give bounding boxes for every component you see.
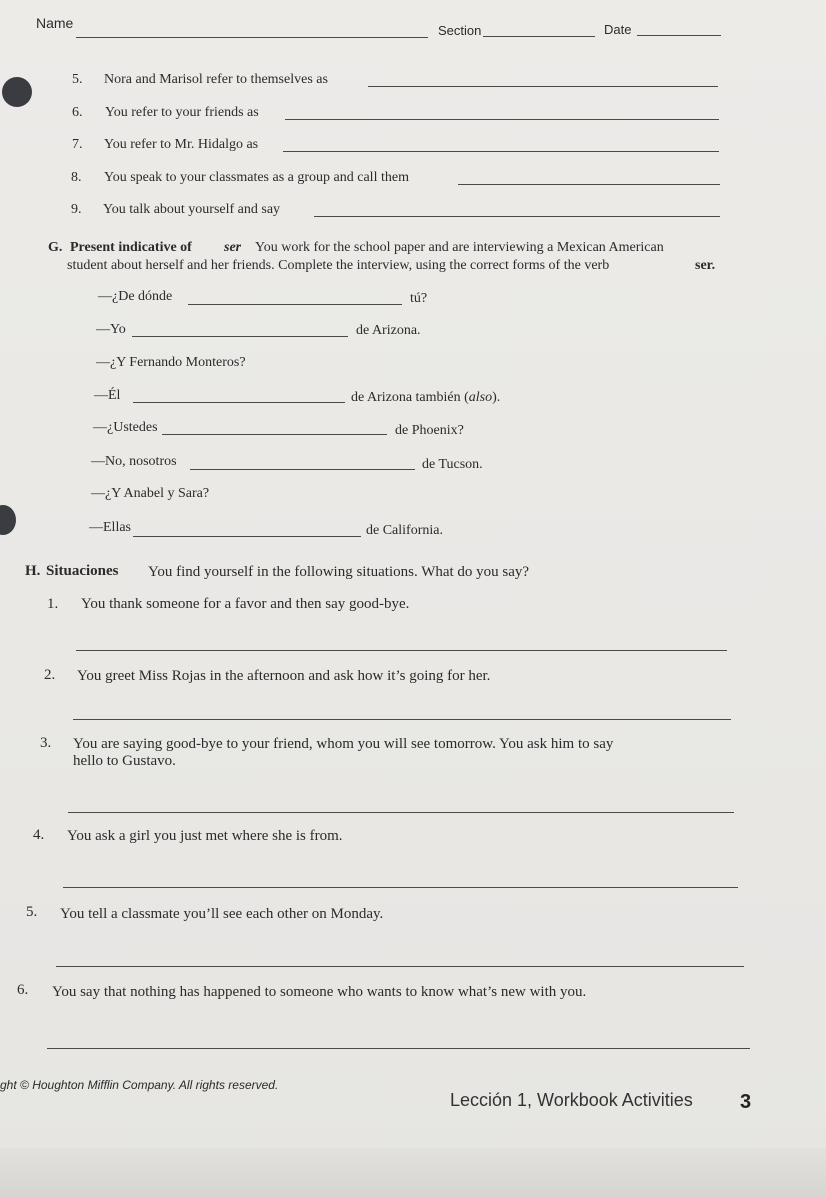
dialogue-line: —Ellas xyxy=(89,520,131,535)
item-text: You refer to your friends as xyxy=(105,105,259,120)
item-text: You talk about yourself and say xyxy=(103,202,281,217)
item-number: 1. xyxy=(47,596,59,612)
instructions-line-1: You work for the school paper and are interviewing a Mexican American xyxy=(255,240,664,255)
item-text: You refer to Mr. Hidalgo as xyxy=(104,137,259,152)
answer-line[interactable] xyxy=(68,812,734,813)
dialogue-line: —¿Y Anabel y Sara? xyxy=(91,486,210,501)
answer-line[interactable] xyxy=(56,966,744,967)
item-number: 9. xyxy=(71,202,82,217)
dialogue-line-end: de California. xyxy=(366,523,443,538)
name-field[interactable] xyxy=(76,37,428,38)
answer-line[interactable] xyxy=(132,336,348,337)
dialogue-line-end: de Arizona también (also). xyxy=(351,390,501,405)
item-number: 5. xyxy=(72,72,83,87)
dialogue-line-end: de Arizona. xyxy=(356,323,421,338)
page-bottom-shadow xyxy=(0,1148,826,1198)
item-text: You speak to your classmates as a group and call them xyxy=(104,170,409,185)
section-label: Section xyxy=(438,23,482,38)
item-number: 5. xyxy=(26,904,38,920)
item-text: You ask a girl you just met where she is from. xyxy=(67,828,343,844)
item-text: Nora and Marisol refer to themselves as xyxy=(104,72,328,87)
page-number: 3 xyxy=(740,1091,752,1113)
answer-line[interactable] xyxy=(188,304,402,305)
item-text-continued: hello to Gustavo. xyxy=(73,753,176,769)
item-number: 4. xyxy=(33,827,45,843)
dialogue-line: —Él xyxy=(94,388,121,403)
answer-line[interactable] xyxy=(190,469,415,470)
item-text: You are saying good-bye to your friend, whom you will see tomorrow. You ask him to say xyxy=(73,736,614,752)
section-title: Situaciones xyxy=(46,563,119,579)
item-number: 6. xyxy=(72,105,83,120)
dialogue-line: —¿De dónde xyxy=(98,289,173,304)
name-label: Name xyxy=(36,15,74,31)
answer-line[interactable] xyxy=(283,151,719,152)
dialogue-line: —Yo xyxy=(96,322,126,337)
answer-line[interactable] xyxy=(47,1048,750,1049)
item-number: 2. xyxy=(44,667,56,683)
answer-line[interactable] xyxy=(133,536,361,537)
item-text: You tell a classmate you’ll see each other on Monday. xyxy=(60,906,384,922)
dialogue-line-end: de Tucson. xyxy=(422,457,483,472)
answer-line[interactable] xyxy=(133,402,345,403)
answer-line[interactable] xyxy=(458,184,720,185)
dialogue-line: —¿Ustedes xyxy=(93,420,158,435)
binder-hole-bottom xyxy=(0,505,16,535)
answer-line[interactable] xyxy=(285,119,719,120)
section-title: Present indicative of xyxy=(70,240,192,255)
date-label: Date xyxy=(604,22,632,37)
section-field[interactable] xyxy=(483,36,595,37)
answer-line[interactable] xyxy=(314,216,720,217)
item-number: 8. xyxy=(71,170,82,185)
answer-line[interactable] xyxy=(63,887,738,888)
item-number: 7. xyxy=(72,137,83,152)
item-text: You greet Miss Rojas in the afternoon and ask how it’s going for her. xyxy=(77,668,491,684)
dialogue-line-end: tú? xyxy=(410,291,428,306)
dialogue-line-end: de Phoenix? xyxy=(395,423,464,438)
item-number: 6. xyxy=(17,982,29,998)
section-instructions: You find yourself in the following situations. What do you say? xyxy=(148,564,530,580)
item-number: 3. xyxy=(40,735,52,751)
section-title-verb: ser xyxy=(224,240,242,255)
lesson-label: Lección 1, Workbook Activities xyxy=(450,1090,693,1110)
copyright-notice: ght © Houghton Mifflin Company. All rights reserved. xyxy=(0,1078,279,1092)
date-field[interactable] xyxy=(637,35,721,36)
binder-hole-top xyxy=(2,77,32,107)
answer-line[interactable] xyxy=(76,650,727,651)
answer-line[interactable] xyxy=(73,719,731,720)
answer-line[interactable] xyxy=(162,434,387,435)
section-letter: G. xyxy=(48,240,63,255)
section-letter: H. xyxy=(25,563,41,579)
answer-line[interactable] xyxy=(368,86,718,87)
item-text: You thank someone for a favor and then say good-bye. xyxy=(81,596,410,612)
instructions-line-2: student about herself and her friends. Complete the interview, using the correct forms of the verb xyxy=(67,258,610,273)
item-text: You say that nothing has happened to someone who wants to know what’s new with you. xyxy=(52,984,587,1000)
instructions-verb: ser. xyxy=(695,258,716,273)
dialogue-line: —¿Y Fernando Monteros? xyxy=(96,355,246,370)
dialogue-line: —No, nosotros xyxy=(91,454,177,469)
